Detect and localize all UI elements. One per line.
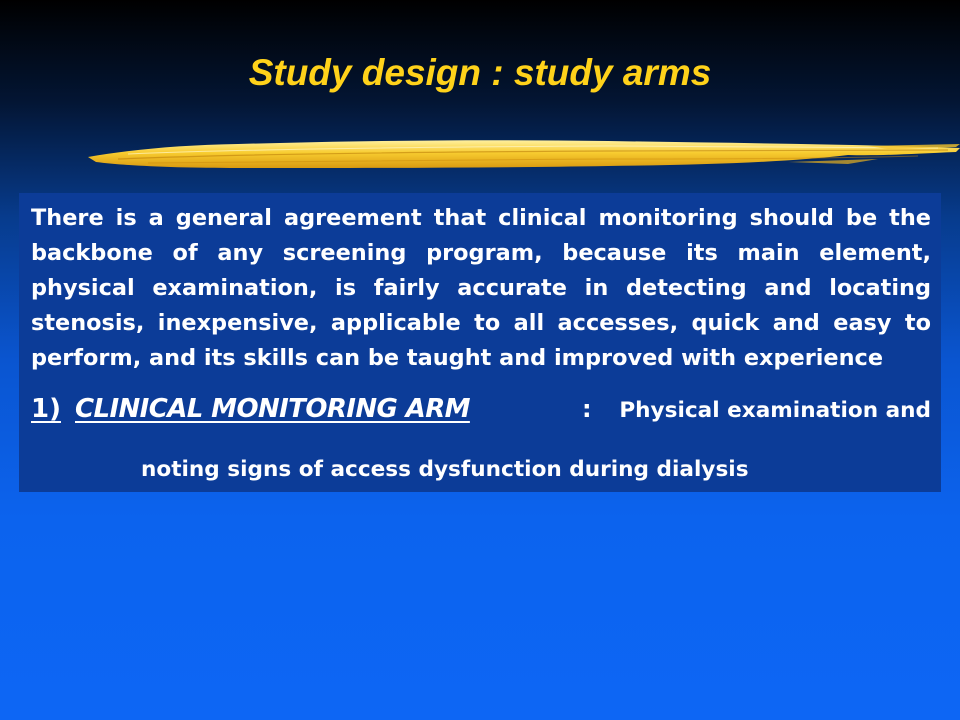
- arm-title: CLINICAL MONITORING ARM: [75, 394, 470, 424]
- clinical-monitoring-arm-line: [31, 389, 931, 429]
- arm-description-line-2: noting signs of access dysfunction during dialysis: [141, 457, 749, 482]
- arm-separator: :: [582, 395, 592, 423]
- content-text-box: [19, 193, 941, 492]
- intro-paragraph: There is a general agreement that clinical monitoring should be the backbone of any screening program, because its main element, physical examination, is fairly accurate in detecting and locating stenosis, inexpensive, applicable to all accesses, quick and easy to perform, and its skills can be taught and improved with experience: [31, 205, 931, 371]
- slide-title: Study design : study arms: [248, 52, 712, 93]
- arm-description-line-1: Physical examination and: [619, 398, 931, 423]
- brush-stroke-divider: [88, 132, 960, 178]
- arm-number: 1): [31, 394, 61, 424]
